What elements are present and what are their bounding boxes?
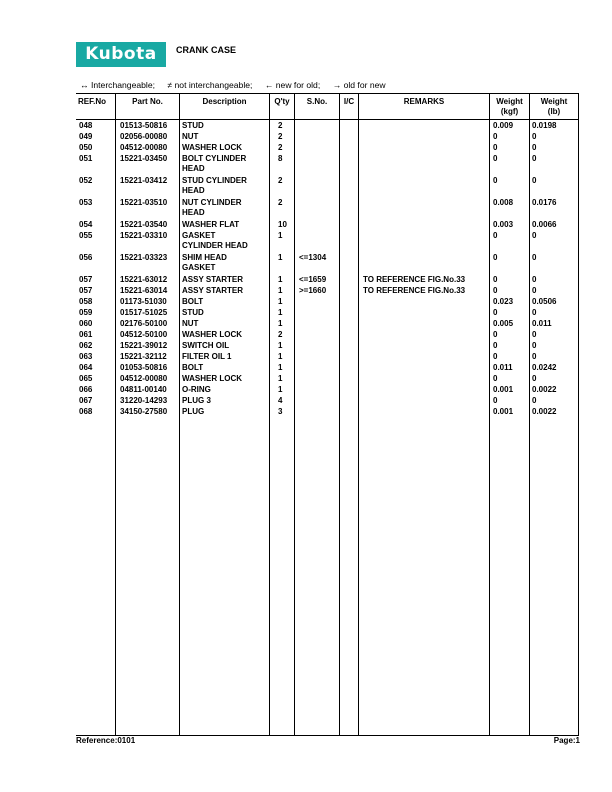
cell-part-no: 34150-27580 bbox=[120, 407, 168, 416]
cell-description: STUD bbox=[182, 308, 204, 317]
cell-weight-lb: 0 bbox=[532, 275, 537, 284]
cell-weight-lb: 0.0022 bbox=[532, 385, 557, 394]
cell-ref-no: 062 bbox=[79, 341, 93, 350]
cell-ref-no: 066 bbox=[79, 385, 93, 394]
cell-serial-no: <=1659 bbox=[299, 275, 327, 284]
cell-weight-lb: 0.0198 bbox=[532, 121, 557, 130]
legend-interchangeable: ↔ Interchangeable; bbox=[80, 80, 156, 90]
cell-remarks: TO REFERENCE FIG.No.33 bbox=[363, 275, 466, 284]
page-title: CRANK CASE bbox=[176, 45, 237, 55]
cell-qty: 1 bbox=[278, 352, 283, 361]
cell-weight-kgf: 0 bbox=[493, 275, 498, 284]
cell-weight-lb: 0 bbox=[532, 143, 537, 152]
table-row bbox=[76, 297, 579, 308]
cell-description: SWITCH OIL bbox=[182, 341, 230, 350]
cell-weight-kgf: 0 bbox=[493, 231, 498, 240]
cell-ref-no: 052 bbox=[79, 176, 93, 185]
header-weight-lb: Weight (lb) bbox=[540, 97, 568, 116]
header-ic: I/C bbox=[343, 97, 355, 106]
cell-qty: 1 bbox=[278, 363, 283, 372]
table-row bbox=[76, 121, 579, 132]
header-weight-kgf: Weight (kgf) bbox=[496, 97, 523, 116]
cell-part-no: 15221-03310 bbox=[120, 231, 168, 240]
cell-part-no: 04512-00080 bbox=[120, 143, 168, 152]
cell-ref-no: 055 bbox=[79, 231, 93, 240]
cell-qty: 1 bbox=[278, 374, 283, 383]
cell-part-no: 15221-32112 bbox=[120, 352, 167, 361]
cell-weight-kgf: 0 bbox=[493, 253, 498, 262]
table-row bbox=[76, 198, 579, 220]
cell-qty: 10 bbox=[278, 220, 287, 229]
cell-part-no: 02056-00080 bbox=[120, 132, 168, 141]
cell-weight-kgf: 0.008 bbox=[493, 198, 514, 207]
cell-description: ASSY STARTER bbox=[182, 275, 244, 284]
cell-description: STUD CYLINDER HEAD bbox=[182, 176, 247, 195]
cell-weight-lb: 0.0176 bbox=[532, 198, 557, 207]
table-row bbox=[76, 330, 579, 341]
cell-qty: 1 bbox=[278, 231, 283, 240]
cell-weight-lb: 0 bbox=[532, 154, 537, 163]
cell-ref-no: 061 bbox=[79, 330, 93, 339]
cell-description: ASSY STARTER bbox=[182, 286, 244, 295]
cell-qty: 1 bbox=[278, 308, 283, 317]
cell-qty: 1 bbox=[278, 341, 283, 350]
cell-weight-lb: 0 bbox=[532, 374, 537, 383]
cell-part-no: 02176-50100 bbox=[120, 319, 168, 328]
cell-weight-lb: 0 bbox=[532, 341, 537, 350]
cell-part-no: 15221-03323 bbox=[120, 253, 168, 262]
cell-part-no: 04512-00080 bbox=[120, 374, 168, 383]
table-row bbox=[76, 319, 579, 330]
table-row bbox=[76, 286, 579, 297]
cell-description: FILTER OIL 1 bbox=[182, 352, 232, 361]
cell-part-no: 01513-50816 bbox=[120, 121, 168, 130]
cell-ref-no: 057 bbox=[79, 275, 93, 284]
table-row bbox=[76, 143, 579, 154]
legend-old-for-new: → old for new bbox=[332, 80, 386, 90]
cell-description: WASHER LOCK bbox=[182, 374, 242, 383]
table-row bbox=[76, 154, 579, 176]
cell-weight-kgf: 0.011 bbox=[493, 363, 513, 372]
cell-qty: 1 bbox=[278, 275, 283, 284]
header-remarks: REMARKS bbox=[403, 97, 445, 106]
cell-description: WASHER LOCK bbox=[182, 143, 242, 152]
cell-qty: 2 bbox=[278, 121, 283, 130]
header-ref: REF.No bbox=[78, 97, 106, 106]
cell-part-no: 04811-00140 bbox=[120, 385, 167, 394]
cell-part-no: 01173-51030 bbox=[120, 297, 167, 306]
cell-weight-kgf: 0 bbox=[493, 143, 498, 152]
header-description: Description bbox=[202, 97, 247, 106]
cell-description: NUT CYLINDER HEAD bbox=[182, 198, 242, 217]
cell-qty: 4 bbox=[278, 396, 283, 405]
cell-weight-lb: 0.0242 bbox=[532, 363, 557, 372]
cell-weight-kgf: 0.001 bbox=[493, 407, 514, 416]
header-qty: Q'ty bbox=[274, 97, 290, 106]
cell-qty: 1 bbox=[278, 297, 283, 306]
cell-description: BOLT bbox=[182, 297, 204, 306]
cell-weight-lb: 0 bbox=[532, 308, 537, 317]
cell-weight-kgf: 0 bbox=[493, 374, 498, 383]
cell-weight-lb: 0 bbox=[532, 132, 537, 141]
cell-ref-no: 059 bbox=[79, 308, 93, 317]
cell-description: NUT bbox=[182, 319, 199, 328]
cell-qty: 1 bbox=[278, 319, 283, 328]
table-row bbox=[76, 385, 579, 396]
table-row bbox=[76, 231, 579, 253]
table-row bbox=[76, 396, 579, 407]
parts-table bbox=[76, 93, 579, 736]
cell-ref-no: 048 bbox=[79, 121, 93, 130]
cell-weight-kgf: 0.005 bbox=[493, 319, 514, 328]
cell-part-no: 15221-03412 bbox=[120, 176, 168, 185]
cell-description: SHIM HEAD GASKET bbox=[182, 253, 227, 272]
header-serial-no: S.No. bbox=[306, 97, 328, 106]
table-row bbox=[76, 407, 579, 418]
cell-description: NUT bbox=[182, 132, 199, 141]
cell-ref-no: 063 bbox=[79, 352, 93, 361]
cell-weight-lb: 0 bbox=[532, 231, 537, 240]
cell-ref-no: 067 bbox=[79, 396, 93, 405]
cell-weight-lb: 0.0506 bbox=[532, 297, 557, 306]
table-row bbox=[76, 253, 579, 275]
cell-weight-lb: 0.0066 bbox=[532, 220, 557, 229]
cell-part-no: 15221-03540 bbox=[120, 220, 168, 229]
cell-ref-no: 056 bbox=[79, 253, 93, 262]
legend-not-interchangeable: ≠ not interchangeable; bbox=[167, 80, 253, 90]
legend bbox=[80, 80, 396, 90]
cell-part-no: 01053-50816 bbox=[120, 363, 168, 372]
cell-weight-lb: 0 bbox=[532, 330, 537, 339]
table-row bbox=[76, 352, 579, 363]
table-row bbox=[76, 308, 579, 319]
cell-weight-kgf: 0.001 bbox=[493, 385, 514, 394]
cell-description: BOLT bbox=[182, 363, 204, 372]
cell-description: WASHER FLAT bbox=[182, 220, 240, 229]
cell-weight-kgf: 0 bbox=[493, 396, 498, 405]
cell-weight-lb: 0 bbox=[532, 176, 537, 185]
cell-weight-lb: 0 bbox=[532, 396, 537, 405]
cell-qty: 2 bbox=[278, 132, 283, 141]
cell-description: STUD bbox=[182, 121, 204, 130]
table-row bbox=[76, 363, 579, 374]
cell-ref-no: 050 bbox=[79, 143, 93, 152]
table-row bbox=[76, 132, 579, 143]
legend-new-for-old: ← new for old; bbox=[264, 80, 321, 90]
cell-part-no: 15221-03450 bbox=[120, 154, 168, 163]
cell-description: GASKET CYLINDER HEAD bbox=[182, 231, 248, 250]
cell-serial-no: >=1660 bbox=[299, 286, 327, 295]
cell-ref-no: 068 bbox=[79, 407, 93, 416]
cell-weight-kgf: 0 bbox=[493, 286, 498, 295]
table-row bbox=[76, 176, 579, 198]
cell-weight-kgf: 0 bbox=[493, 308, 498, 317]
cell-part-no: 15221-63012 bbox=[120, 275, 168, 284]
table-row bbox=[76, 341, 579, 352]
cell-qty: 2 bbox=[278, 330, 283, 339]
reference-label: Reference:0101 bbox=[76, 736, 136, 745]
cell-remarks: TO REFERENCE FIG.No.33 bbox=[363, 286, 466, 295]
cell-ref-no: 065 bbox=[79, 374, 93, 383]
cell-qty: 1 bbox=[278, 286, 283, 295]
cell-part-no: 31220-14293 bbox=[120, 396, 168, 405]
cell-ref-no: 053 bbox=[79, 198, 93, 207]
cell-qty: 8 bbox=[278, 154, 283, 163]
cell-weight-kgf: 0 bbox=[493, 352, 498, 361]
cell-weight-kgf: 0 bbox=[493, 341, 498, 350]
kubota-logo: Kubota bbox=[76, 42, 166, 67]
cell-ref-no: 060 bbox=[79, 319, 93, 328]
cell-serial-no: <=1304 bbox=[299, 253, 327, 262]
header-part-no: Part No. bbox=[132, 97, 163, 106]
cell-weight-kgf: 0.003 bbox=[493, 220, 514, 229]
cell-description: BOLT CYLINDER HEAD bbox=[182, 154, 247, 173]
cell-ref-no: 054 bbox=[79, 220, 93, 229]
cell-ref-no: 064 bbox=[79, 363, 93, 372]
cell-weight-lb: 0 bbox=[532, 352, 537, 361]
cell-part-no: 04512-50100 bbox=[120, 330, 168, 339]
cell-weight-lb: 0 bbox=[532, 286, 537, 295]
parts-rows bbox=[76, 121, 579, 418]
cell-qty: 1 bbox=[278, 385, 283, 394]
cell-weight-lb: 0.011 bbox=[532, 319, 552, 328]
cell-description: O-RING bbox=[182, 385, 211, 394]
cell-weight-kgf: 0.023 bbox=[493, 297, 514, 306]
table-row bbox=[76, 374, 579, 385]
cell-qty: 2 bbox=[278, 198, 283, 207]
cell-ref-no: 049 bbox=[79, 132, 93, 141]
cell-part-no: 15221-63014 bbox=[120, 286, 168, 295]
cell-qty: 1 bbox=[278, 253, 283, 262]
cell-qty: 2 bbox=[278, 143, 283, 152]
cell-weight-kgf: 0.009 bbox=[493, 121, 514, 130]
cell-qty: 3 bbox=[278, 407, 283, 416]
cell-ref-no: 057 bbox=[79, 286, 93, 295]
cell-weight-kgf: 0 bbox=[493, 176, 498, 185]
cell-weight-kgf: 0 bbox=[493, 132, 498, 141]
cell-ref-no: 051 bbox=[79, 154, 93, 163]
cell-part-no: 15221-39012 bbox=[120, 341, 168, 350]
cell-weight-lb: 0 bbox=[532, 253, 537, 262]
cell-part-no: 01517-51025 bbox=[120, 308, 168, 317]
cell-weight-lb: 0.0022 bbox=[532, 407, 557, 416]
cell-weight-kgf: 0 bbox=[493, 154, 498, 163]
cell-description: PLUG 3 bbox=[182, 396, 211, 405]
cell-description: PLUG bbox=[182, 407, 205, 416]
table-row bbox=[76, 220, 579, 231]
cell-weight-kgf: 0 bbox=[493, 330, 498, 339]
page-number: Page:1 bbox=[553, 736, 580, 745]
cell-qty: 2 bbox=[278, 176, 283, 185]
cell-part-no: 15221-03510 bbox=[120, 198, 168, 207]
table-row bbox=[76, 275, 579, 286]
header-divider bbox=[76, 119, 579, 120]
cell-ref-no: 058 bbox=[79, 297, 93, 306]
cell-description: WASHER LOCK bbox=[182, 330, 242, 339]
